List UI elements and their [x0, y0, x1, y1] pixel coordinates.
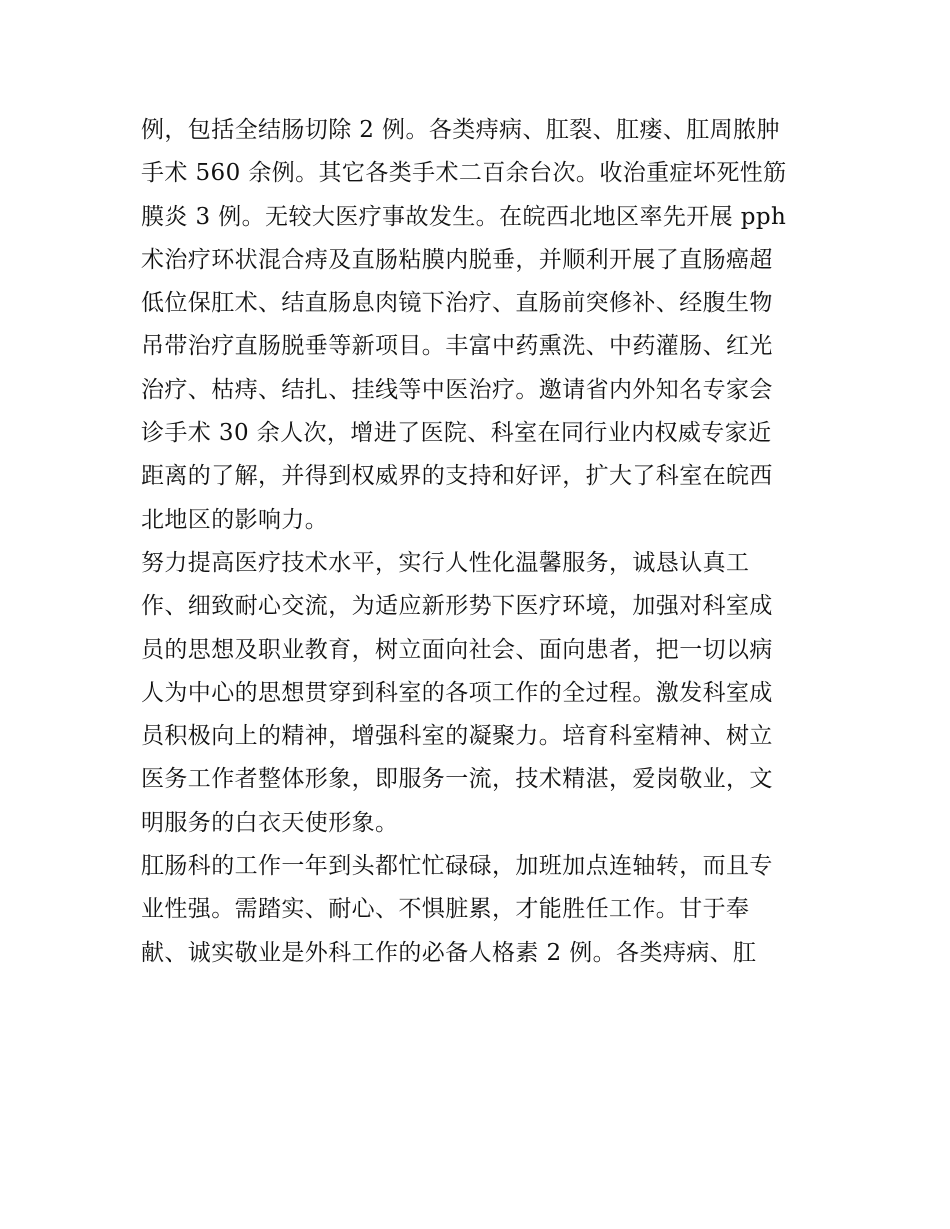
text-line: 员的思想及职业教育，树立面向社会、面向患者，把一切以病 — [141, 636, 773, 663]
text-line: 吊带治疗直肠脱垂等新项目。丰富中药熏洗、中药灌肠、红光 — [141, 333, 773, 360]
text-line: 献、诚实敬业是外科工作的必备人格素 2 例。各类痔病、肛 — [141, 939, 757, 966]
text-line: 膜炎 3 例。无较大医疗事故发生。在皖西北地区率先开展 pph — [141, 203, 787, 230]
text-line: 作、细致耐心交流，为适应新形势下医疗环境，加强对科室成 — [141, 593, 773, 620]
text-line: 人为中心的思想贯穿到科室的各项工作的全过程。激发科室成 — [141, 679, 773, 706]
text-line: 业性强。需踏实、耐心、不惧脏累，才能胜任工作。甘于奉 — [141, 896, 750, 923]
text-line: 肛肠科的工作一年到头都忙忙碌碌，加班加点连轴转，而且专 — [141, 853, 773, 880]
document-body — [141, 109, 816, 975]
text-line: 医务工作者整体形象，即服务一流，技术精湛，爱岗敬业，文 — [141, 766, 773, 793]
text-line: 例，包括全结肠切除 2 例。各类痔病、肛裂、肛瘘、肛周脓肿 — [141, 117, 780, 143]
text-line: 距离的了解，并得到权威界的支持和好评，扩大了科室在皖西 — [141, 463, 773, 490]
text-line: 术治疗环状混合痔及直肠粘膜内脱垂，并顺利开展了直肠癌超 — [141, 246, 773, 273]
text-line: 明服务的白衣天使形象。 — [141, 809, 399, 836]
text-line: 手术 560 余例。其它各类手术二百余台次。收治重症坏死性筋 — [141, 160, 787, 187]
text-line: 诊手术 30 余人次，增进了医院、科室在同行业内权威专家近 — [141, 420, 772, 447]
text-line: 努力提高医疗技术水平，实行人性化温馨服务，诚恳认真工 — [141, 549, 750, 576]
text-line: 北地区的影响力。 — [141, 506, 329, 533]
text-line: 治疗、枯痔、结扎、挂线等中医治疗。邀请省内外知名专家会 — [141, 376, 773, 403]
text-line: 员积极向上的精神，增强科室的凝聚力。培育科室精神、树立 — [141, 723, 773, 750]
text-line: 低位保肛术、结直肠息肉镜下治疗、直肠前突修补、经腹生物 — [141, 290, 773, 317]
